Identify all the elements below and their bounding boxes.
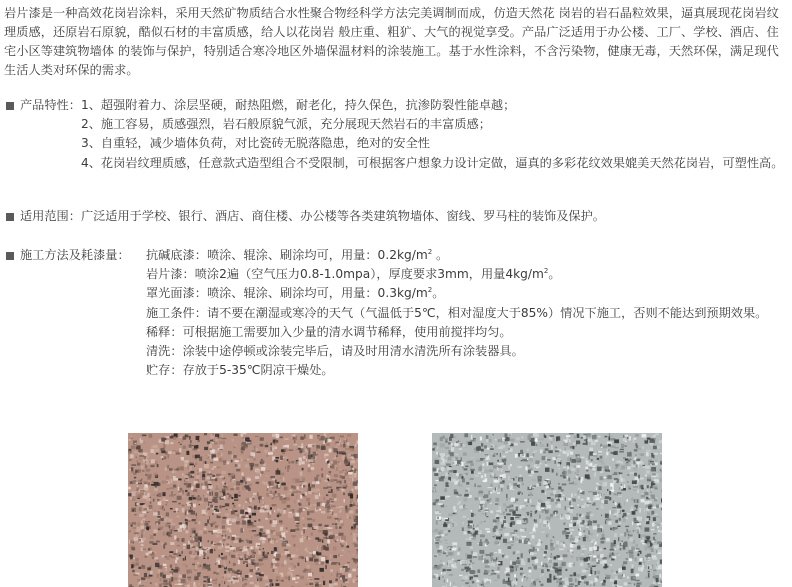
square-bullet-icon: [6, 252, 14, 260]
method-row: [146, 342, 790, 361]
features-section: [6, 96, 790, 173]
feature-text: 自重轻，减少墙体负荷，对比瓷砖无脱落隐患，绝对的安全性: [100, 136, 430, 151]
square-bullet-icon: [6, 102, 14, 110]
method-text: 请不要在潮湿或寒冷的天气（气温低于5℃，相对湿度大于85%）情况下施工，否则不能达到预期效果。: [206, 305, 768, 320]
method-row: [146, 246, 790, 265]
feature-text: 超强附着力、涂层坚硬，耐热阻燃，耐老化，持久保色，抗渗防裂性能卓越；: [100, 98, 516, 112]
grey-granite-texture: [432, 433, 662, 587]
scope-section: [6, 207, 790, 226]
red-granite-swatch: [128, 433, 358, 587]
method-label: 施工条件：: [146, 305, 207, 320]
feature-text: 花岗岩纹理质感，任意款式造型组合不受限制，可根据客户想象力设计定做，逼真的多彩花纹效果媲美天然花岗岩，可塑性高。: [100, 155, 784, 170]
feature-number: 4、: [80, 155, 101, 170]
feature-number: 1、: [80, 98, 101, 112]
feature-item: [81, 134, 790, 153]
method-text: 涂装中途停顿或涂装完毕后，请及时用清水清洗所有涂装器具。: [182, 344, 524, 359]
method-label: 罩光面漆：: [146, 286, 207, 301]
feature-item: [81, 115, 790, 134]
method-label: 清洗：: [146, 344, 183, 359]
method-text: 可根据施工需要加入少量的清水调节稀释，使用前搅拌均匀。: [182, 324, 512, 339]
grey-granite-swatch: [432, 433, 662, 587]
method-heading: 施工方法及耗漆量：: [20, 248, 130, 262]
method-list: [146, 246, 790, 380]
square-bullet-icon: [6, 213, 14, 221]
feature-item: [81, 154, 790, 173]
feature-number: 2、: [80, 117, 101, 132]
method-text: 喷涂、辊涂、刷涂均可，用量：$0.3kg/m^2$。: [206, 286, 445, 301]
method-row: [146, 361, 790, 380]
method-label: 抗碱底漆：: [146, 248, 207, 262]
method-row: [146, 304, 790, 323]
intro-text: 岩片漆是一种高效花岗岩涂料，采用天然矿物质结合水性聚合物经科学方法完美调制而成，仿造天然花 岗岩的岩石晶粒效果，逼真展现花岗岩纹理质感，还原岩石原貌，酷似石材的丰富质感，给人以花岗岩 般庄重、粗犷、大气的视觉享受。产品广泛适用于办公楼、工厂、学校、酒店、住宅小区等建筑物墙体 的装饰与保护，特别适合寒冷地区外墙保温材料的涂装施工。基于水性涂料，不含污染物，健康无毒，天然环保，满足现代生活人类对环保的需求。: [4, 6, 779, 77]
intro-paragraph: [4, 4, 790, 80]
scope-heading: 适用范围：: [20, 209, 81, 223]
method-label: 稀释：: [146, 324, 183, 339]
method-row: [146, 323, 790, 342]
method-text: 喷涂、辊涂、刷涂均可，用量：$0.2kg/m^2$ 。: [206, 247, 449, 262]
feature-item: [81, 96, 790, 115]
method-label: 岩片漆：: [146, 267, 195, 282]
method-row: [146, 284, 790, 303]
method-text: 存放于5-35℃阴凉干燥处。: [182, 363, 334, 378]
features-heading: 产品特性：: [20, 98, 81, 112]
feature-number: 3、: [80, 136, 101, 151]
method-text: 喷涂2遍（空气压力0.8-1.0mpa），厚度要求3mm，用量$4kg/m^2$。: [194, 267, 561, 282]
red-granite-texture: [128, 433, 358, 587]
method-label: 贮存：: [146, 363, 183, 378]
features-list: [81, 96, 790, 173]
method-row: [146, 265, 790, 284]
feature-text: 施工容易，质感强烈，岩石般原貌气派，充分展现天然岩石的丰富质感；: [100, 117, 491, 132]
scope-text: 广泛适用于学校、银行、酒店、商住楼、办公楼等各类建筑物墙体、窗线、罗马柱的装饰及保护。: [80, 209, 605, 223]
